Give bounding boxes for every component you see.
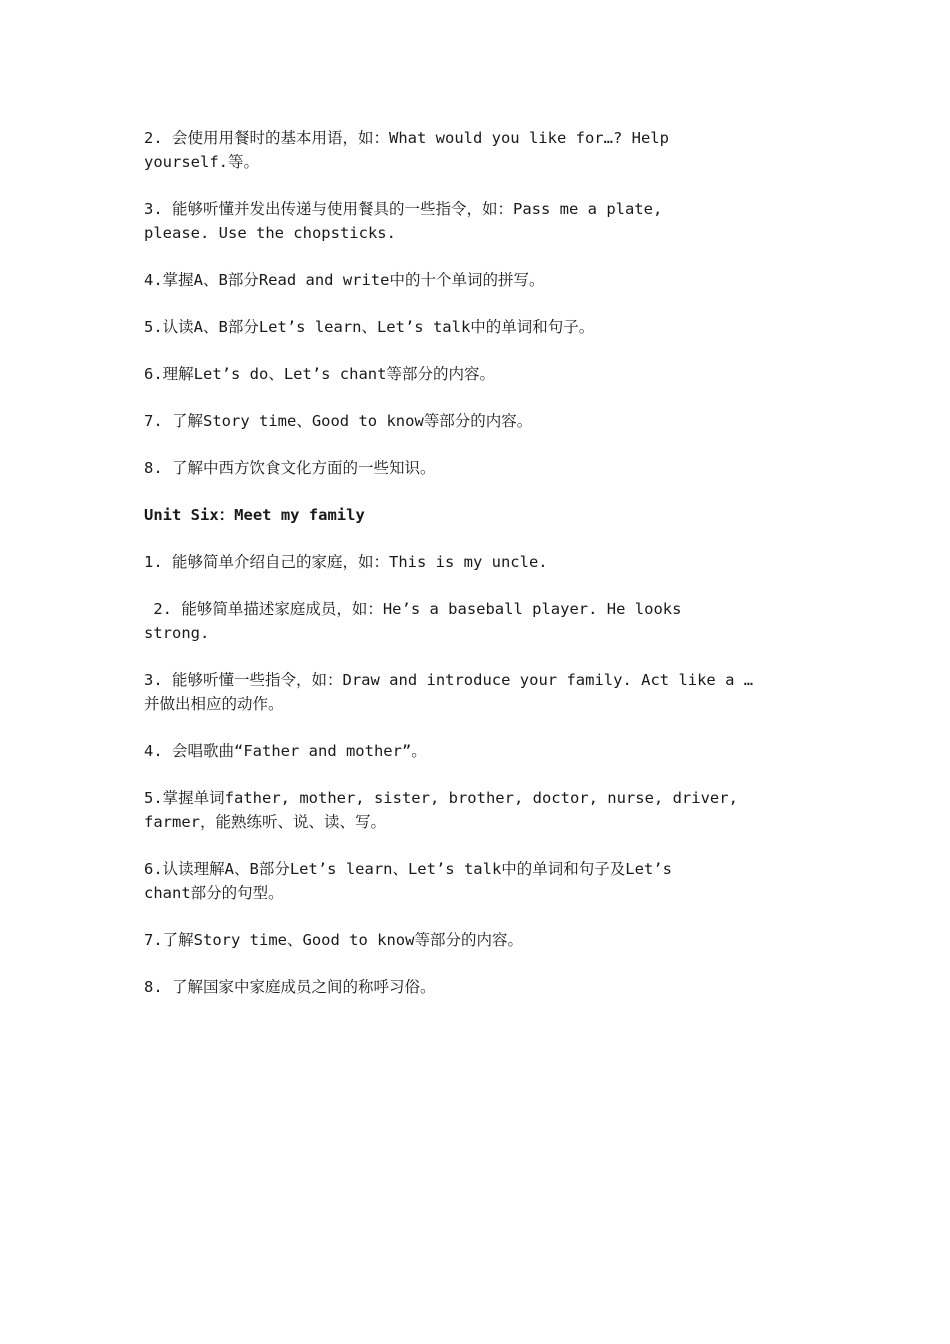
text-line: 5.认读A、B部分Let’s learn、Let’s talk中的单词和句子。: [144, 318, 595, 336]
unit-six-heading: Unit Six：Meet my family: [144, 506, 365, 524]
item-6-8: [144, 975, 824, 999]
text-line: please. Use the chopsticks.: [144, 224, 396, 242]
item-6-2: [144, 597, 824, 645]
item-6-3: [144, 668, 824, 716]
item-6-4: [144, 739, 824, 763]
text-line: 7. 了解Story time、Good to know等部分的内容。: [144, 412, 533, 430]
text-line: 并做出相应的动作。: [144, 695, 284, 713]
text-line: strong.: [144, 624, 210, 642]
item-6-6: [144, 857, 824, 905]
text-line: 8. 了解国家中家庭成员之间的称呼习俗。: [144, 978, 436, 996]
text-line: yourself.等。: [144, 153, 259, 171]
item-6-7: [144, 928, 824, 952]
text-line: 4.掌握A、B部分Read and write中的十个单词的拼写。: [144, 271, 545, 289]
text-line: 2. 能够简单描述家庭成员，如：He’s a baseball player. He looks: [144, 600, 682, 618]
text-line: 8. 了解中西方饮食文化方面的一些知识。: [144, 459, 436, 477]
text-line: 6.理解Let’s do、Let’s chant等部分的内容。: [144, 365, 495, 383]
text-line: 7.了解Story time、Good to know等部分的内容。: [144, 931, 523, 949]
item-5-8: [144, 456, 824, 480]
item-5-2: [144, 126, 824, 174]
text-line: 6.认读理解A、B部分Let’s learn、Let’s talk中的单词和句子及Let’s: [144, 860, 672, 878]
text-line: 5.掌握单词father, mother, sister, brother, doctor, nurse, driver,: [144, 789, 738, 807]
item-5-6: [144, 362, 824, 386]
text-line: 1. 能够简单介绍自己的家庭，如：This is my uncle.: [144, 553, 548, 571]
item-6-1: [144, 550, 824, 574]
text-line: 3. 能够听懂一些指令，如：Draw and introduce your family. Act like a …: [144, 671, 754, 689]
item-5-5: [144, 315, 824, 339]
item-5-3: [144, 197, 824, 245]
item-6-5: [144, 786, 824, 834]
item-5-7: [144, 409, 824, 433]
text-line: 4. 会唱歌曲“Father and mother”。: [144, 742, 427, 760]
document-page: [144, 126, 824, 1022]
item-5-4: [144, 268, 824, 292]
text-line: farmer，能熟练听、说、读、写。: [144, 813, 386, 831]
text-line: 3. 能够听懂并发出传递与使用餐具的一些指令，如：Pass me a plate,: [144, 200, 663, 218]
text-line: 2. 会使用用餐时的基本用语，如：What would you like for…? Help: [144, 129, 669, 147]
text-line: chant部分的句型。: [144, 884, 284, 902]
